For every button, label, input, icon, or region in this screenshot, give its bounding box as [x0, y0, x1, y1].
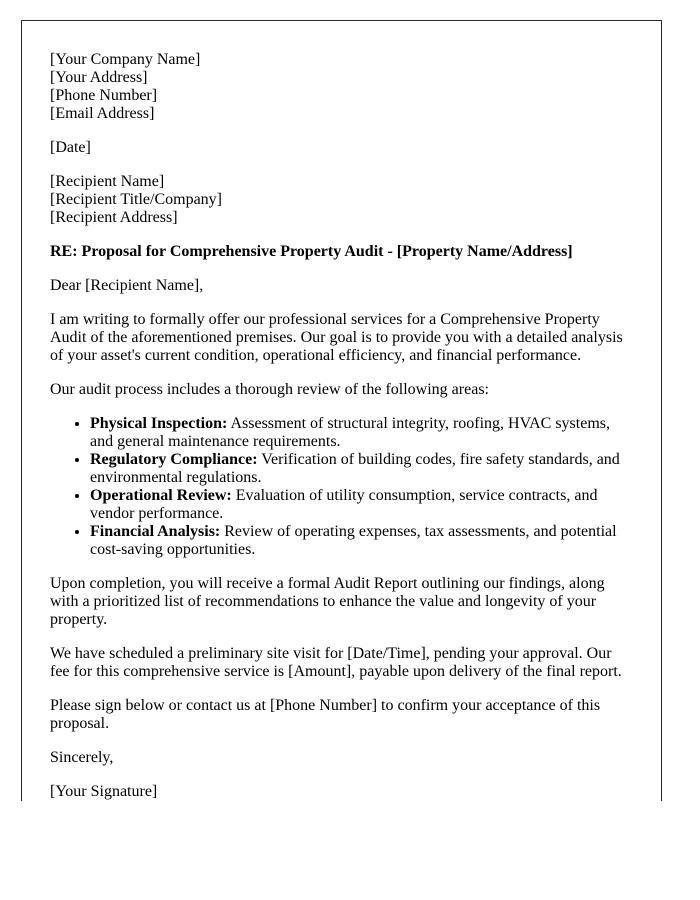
- audit-area-description: Verification of building codes, fire safety standards, and environmental regulations.: [90, 451, 620, 486]
- signature-placeholder: [Your Signature]: [50, 783, 158, 800]
- paragraph-schedule: We have scheduled a preliminary site visit for [Date/Time], pending your approval. Our fee for this comprehensive service is [Amount], payable upon delivery of the final report.: [50, 645, 622, 680]
- audit-area-description: Assessment of structural integrity, roofing, HVAC systems, and general maintenance requirements.: [90, 415, 610, 450]
- list-item-physical-inspection: [90, 415, 633, 451]
- sender-phone-line: [Phone Number]: [50, 87, 158, 104]
- closing: Sincerely,: [50, 749, 114, 766]
- list-item-financial-analysis: [90, 523, 633, 559]
- sender-block: [50, 51, 633, 123]
- list-item-operational-review: [90, 487, 633, 523]
- paragraph-confirm: Please sign below or contact us at [Phone Number] to confirm your acceptance of this proposal.: [50, 697, 601, 732]
- audit-area-term: Operational Review:: [90, 487, 232, 504]
- recipient-title-line: [Recipient Title/Company]: [50, 191, 222, 208]
- sender-company-line: [Your Company Name]: [50, 51, 201, 68]
- paragraph-intro: I am writing to formally offer our professional services for a Comprehensive Property Audit of the aforementioned premises. Our goal is to provide you with a detailed analysis of your asset's current condition, operational efficiency, and financial performance.: [50, 311, 623, 364]
- list-item-regulatory-compliance: [90, 451, 633, 487]
- sender-address-line: [Your Address]: [50, 69, 148, 86]
- sender-email-line: [Email Address]: [50, 105, 155, 122]
- recipient-name-line: [Recipient Name]: [50, 173, 165, 190]
- audit-area-description: Evaluation of utility consumption, service contracts, and vendor performance.: [90, 487, 598, 522]
- audit-areas-list: [50, 415, 633, 559]
- paragraph-completion: Upon completion, you will receive a formal Audit Report outlining our findings, along with a prioritized list of recommendations to enhance the value and longevity of your property.: [50, 575, 605, 628]
- audit-area-description: Review of operating expenses, tax assessments, and potential cost-saving opportunities.: [90, 523, 617, 558]
- audit-area-term: Financial Analysis:: [90, 523, 221, 540]
- letter-page: [21, 20, 662, 801]
- audit-area-term: Regulatory Compliance:: [90, 451, 258, 468]
- date-line: [Date]: [50, 139, 91, 156]
- subject-line: RE: Proposal for Comprehensive Property Audit - [Property Name/Address]: [50, 243, 573, 260]
- recipient-block: [50, 173, 633, 227]
- paragraph-process-lead: Our audit process includes a thorough review of the following areas:: [50, 381, 489, 398]
- audit-area-term: Physical Inspection:: [90, 415, 228, 432]
- recipient-address-line: [Recipient Address]: [50, 209, 178, 226]
- salutation: Dear [Recipient Name],: [50, 277, 204, 294]
